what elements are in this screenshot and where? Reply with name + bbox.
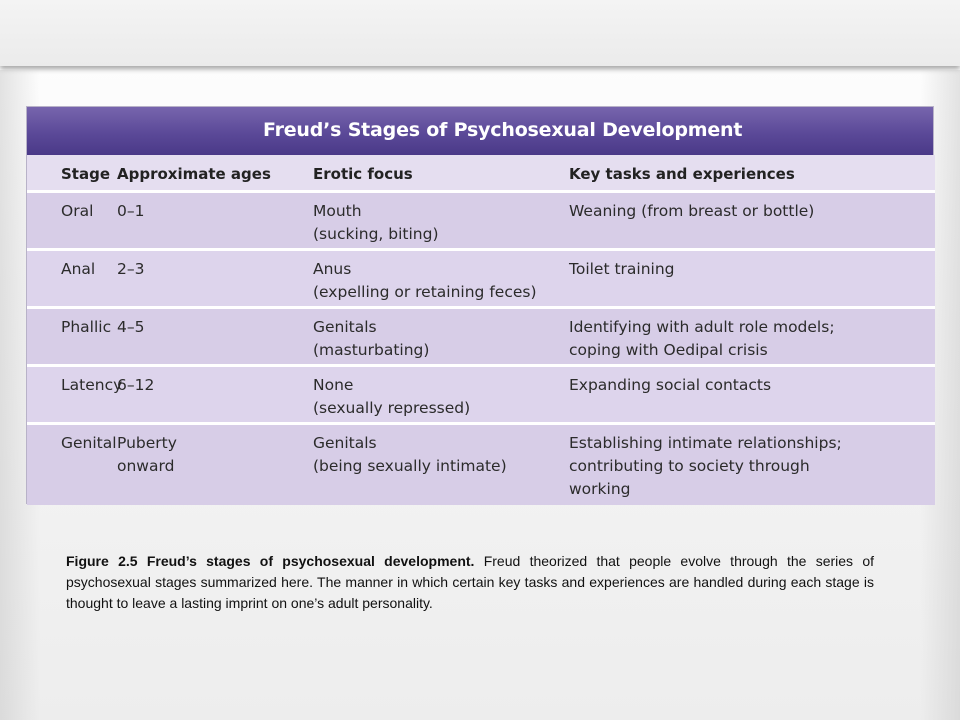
cell-focus-line: (sucking, biting)	[313, 224, 439, 243]
cell-tasks	[569, 365, 935, 423]
cell-ages-line: 4–5	[117, 317, 145, 336]
table-header-row	[27, 155, 935, 191]
table-row	[27, 365, 935, 423]
cell-tasks-line: Toilet training	[569, 259, 675, 278]
cell-focus-line: Anus	[313, 259, 352, 278]
cell-tasks	[569, 423, 935, 505]
cell-focus-line: Genitals	[313, 433, 377, 452]
cell-focus	[313, 365, 569, 423]
header-focus: Erotic focus	[313, 155, 569, 191]
cell-ages	[117, 307, 313, 365]
cell-tasks-line: Establishing intimate relationships;	[569, 433, 842, 452]
cell-stage: Anal	[27, 249, 117, 307]
cell-focus	[313, 249, 569, 307]
cell-focus	[313, 423, 569, 505]
cell-tasks-line: coping with Oedipal crisis	[569, 340, 768, 359]
table-row	[27, 423, 935, 505]
cell-tasks	[569, 191, 935, 249]
slide-top-band	[0, 0, 960, 66]
cell-tasks	[569, 307, 935, 365]
cell-tasks	[569, 249, 935, 307]
cell-ages-line: onward	[117, 456, 175, 475]
cell-tasks-line: Identifying with adult role models;	[569, 317, 835, 336]
table-row	[27, 307, 935, 365]
cell-focus-line: Mouth	[313, 201, 362, 220]
cell-ages-line: 2–3	[117, 259, 145, 278]
cell-focus-line: Genitals	[313, 317, 377, 336]
table-body	[27, 191, 935, 505]
cell-stage: Phallic	[27, 307, 117, 365]
table-row	[27, 191, 935, 249]
cell-tasks-line: contributing to society through	[569, 456, 810, 475]
cell-stage: Latency	[27, 365, 117, 423]
cell-focus	[313, 307, 569, 365]
cell-focus-line: (masturbating)	[313, 340, 430, 359]
figure-caption	[66, 551, 874, 614]
cell-focus	[313, 191, 569, 249]
cell-stage: Oral	[27, 191, 117, 249]
cell-focus-line: (sexually repressed)	[313, 398, 471, 417]
cell-focus-line: (expelling or retaining feces)	[313, 282, 537, 301]
cell-focus-line: (being sexually intimate)	[313, 456, 507, 475]
caption-text: Freud theorized that people evolve through the series of psychosexual stages summarized here. The manner in which certain key tasks and experiences are handled during each stage is thought to leave a lasting imprint on one’s adult personality.	[66, 553, 875, 611]
header-stage: Stage	[27, 155, 117, 191]
cell-focus-line: None	[313, 375, 354, 394]
cell-tasks-line: working	[569, 479, 631, 498]
cell-ages-line: 0–1	[117, 201, 145, 220]
caption-label: Figure 2.5 Freud’s stages of psychosexual development.	[66, 553, 475, 569]
stages-table-figure	[26, 106, 934, 504]
header-ages: Approximate ages	[117, 155, 313, 191]
cell-ages	[117, 249, 313, 307]
cell-stage: Genital	[27, 423, 117, 505]
cell-tasks-line: Weaning (from breast or bottle)	[569, 201, 815, 220]
cell-ages	[117, 423, 313, 505]
cell-ages	[117, 191, 313, 249]
stages-table	[27, 155, 935, 505]
figure-title: Freud’s Stages of Psychosexual Development	[27, 107, 933, 155]
table-row	[27, 249, 935, 307]
header-tasks: Key tasks and experiences	[569, 155, 935, 191]
cell-ages	[117, 365, 313, 423]
cell-tasks-line: Expanding social contacts	[569, 375, 772, 394]
cell-ages-line: 6–12	[117, 375, 155, 394]
cell-ages-line: Puberty	[117, 433, 177, 452]
